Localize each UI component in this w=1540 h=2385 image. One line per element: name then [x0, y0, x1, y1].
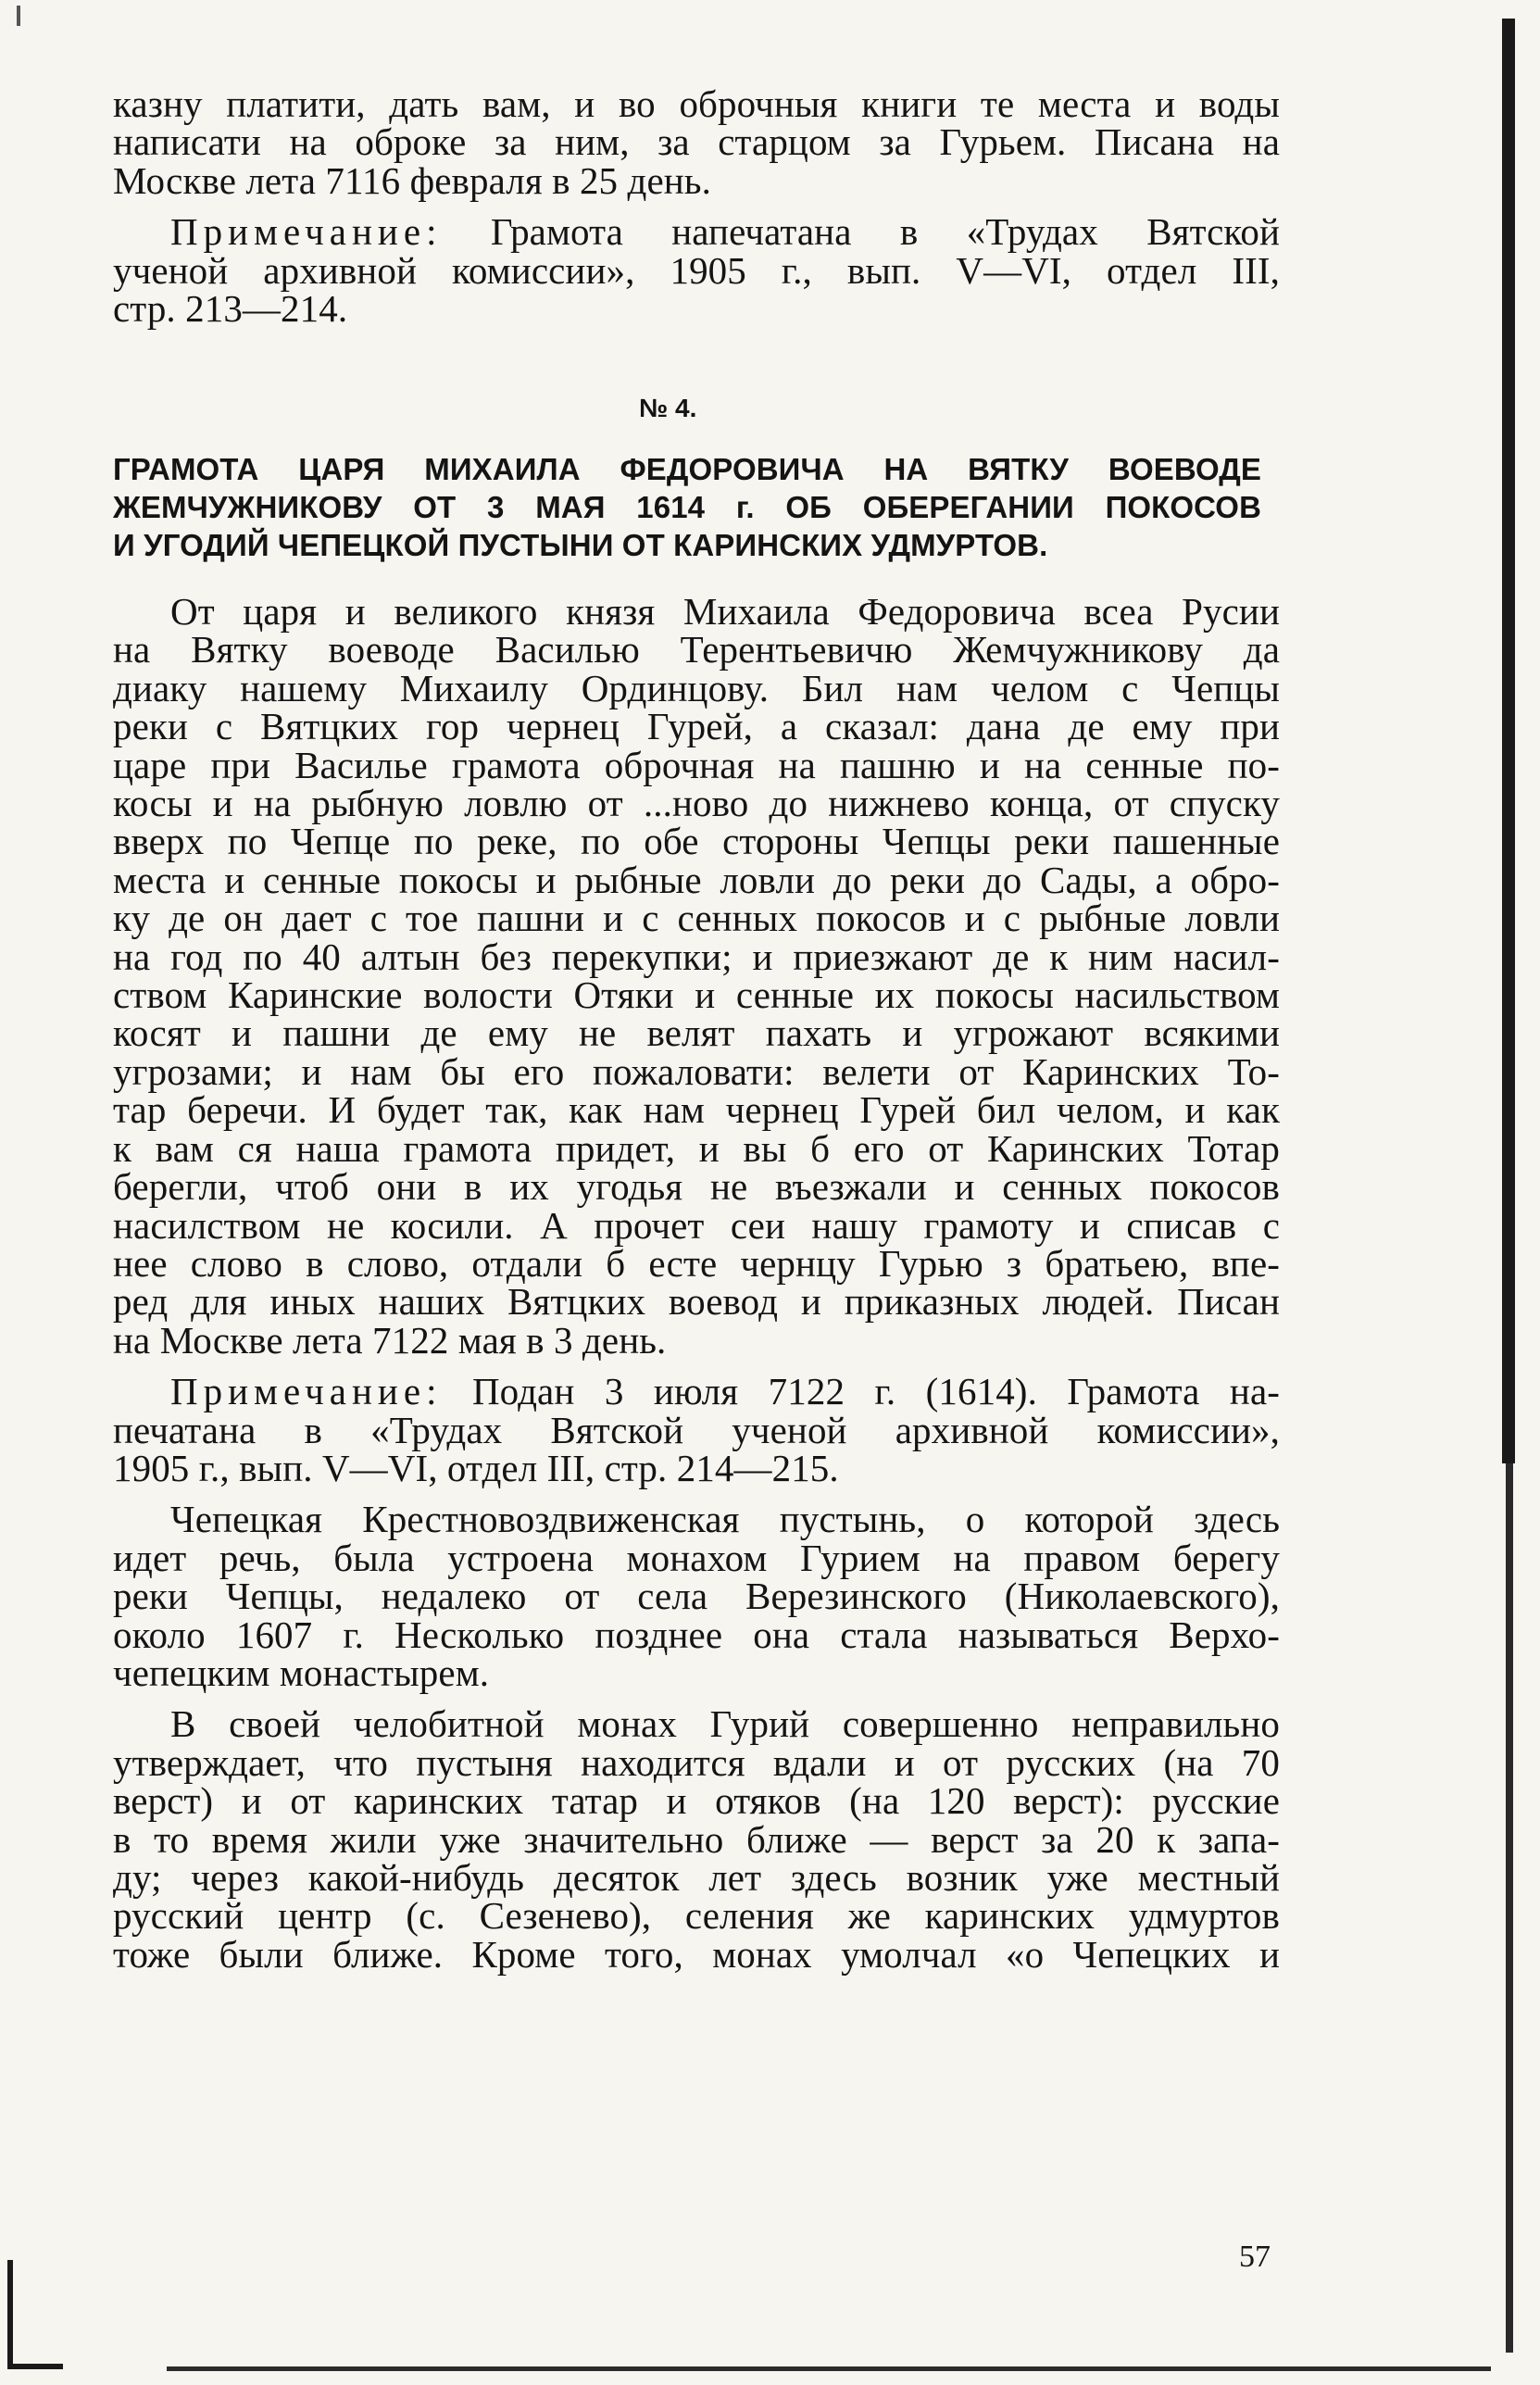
text-line: к вам ся наша грамота придет, и вы б его от Каринских Тотар — [113, 1126, 1280, 1170]
text-line: В своей челобитной монах Гурий совершенно неправильно — [170, 1702, 1280, 1746]
text-line: царе при Василье грамота оброчная на пашню и на сенные по- — [113, 743, 1280, 786]
title-line: И УГОДИЙ ЧЕПЕЦКОЙ ПУСТЫНИ ОТ КАРИНСКИХ УДМУРТОВ. — [113, 528, 1048, 562]
text-line: стр. 213—214. — [113, 287, 348, 331]
text-line: реки с Вятцких гор чернец Гурей, а сказал: дана де ему при — [113, 705, 1280, 748]
scan-edge-right-lower — [1506, 1463, 1513, 2353]
scan-speck — [17, 6, 20, 26]
text-line: около 1607 г. Несколько позднее она стала называться Верхо- — [113, 1613, 1280, 1656]
text-line: косы и на рыбную ловлю от ...ново до нижнево конца, от спуску — [113, 782, 1280, 825]
closing-paragraph — [113, 82, 1280, 202]
note-text: Грамота напечатана в «Трудах Вятской — [442, 210, 1280, 254]
document-title — [113, 450, 1261, 564]
scan-corner-left-foot — [7, 2364, 63, 2369]
text-line: Москве лета 7116 февраля в 25 день. — [113, 158, 711, 202]
text-line: нее слово в слово, отдали б есте чернцу Гурью з братьею, впе- — [113, 1241, 1280, 1285]
text-line: места и сенные покосы и рыбные ловли до реки до Сады, а обро- — [113, 858, 1280, 901]
text-line: ученой архивной комиссии», 1905 г., вып. V—VI, отдел III, — [113, 248, 1280, 292]
text-line: 1905 г., вып. V—VI, отдел III, стр. 214—215. — [113, 1446, 839, 1489]
text-line: идет речь, была устроена монахом Гурием на правом берегу — [113, 1536, 1280, 1579]
text-line: чепецким монастырем. — [113, 1651, 490, 1694]
note-label: Примечание: — [170, 1370, 443, 1413]
text-line: ред для иных наших Вятцких воевод и приказных людей. Писан — [113, 1280, 1280, 1324]
text-line: ку де он дает с тое пашни и с сенных покосов и с рыбные ловли — [113, 897, 1280, 940]
commentary-paragraph-1 — [113, 1500, 1280, 1692]
page-number: 57 — [1239, 2240, 1271, 2274]
text-line: печатана в «Трудах Вятской ученой архивной комиссии», — [113, 1408, 1280, 1451]
text-line: вверх по Чепце по реке, по обе стороны Чепцы реки пашенные — [113, 820, 1280, 863]
scan-edge-bottom — [167, 2366, 1491, 2371]
text-line: написати на оброке за ним, за старцом за Гурьем. Писана на — [113, 120, 1280, 164]
title-line: ГРАМОТА ЦАРЯ МИХАИЛА ФЕДОРОВИЧА НА ВЯТКУ ВОЕВОДЕ — [113, 452, 1261, 486]
text-line: верст) и от каринских татар и отяков (на 120 верст): русские — [113, 1779, 1280, 1823]
text-line: берегли, чтоб они в их угодья не въезжали и сенных покосов — [113, 1165, 1280, 1209]
text-line: ду; через какой-нибудь десяток лет здесь возник уже местный — [113, 1856, 1280, 1899]
text-line: Чепецкая Крестновоздвиженская пустынь, о которой здесь — [170, 1498, 1280, 1541]
note-text: Подан 3 июля 7122 г. (1614). Грамота на- — [442, 1370, 1280, 1413]
text-line: угрозами; и нам бы его пожаловати: велети от Каринских То- — [113, 1049, 1280, 1093]
note-label: Примечание: — [170, 210, 443, 254]
text-line: насилством не косили. А прочет сеи нашу грамоту и списав с — [113, 1203, 1280, 1247]
text-line: диаку нашему Михаилу Ординцову. Бил нам челом с Чепцы — [113, 666, 1280, 709]
text-line: русский центр (с. Сезенево), селения же каринских удмуртов — [113, 1894, 1280, 1938]
text-line — [113, 1370, 1280, 1413]
title-line: ЖЕМЧУЖНИКОВУ ОТ 3 МАЯ 1614 г. ОБ ОБЕРЕГАНИИ ПОКОСОВ — [113, 490, 1261, 524]
commentary-paragraph-2 — [113, 1702, 1280, 1976]
body-text-block — [113, 590, 1280, 1987]
charter-text — [113, 590, 1280, 1362]
text-line: ством Каринские волости Отяки и сенные их покосы насильством — [113, 973, 1280, 1017]
text-line — [113, 210, 1280, 254]
text-line: казну платити, дать вам, и во оброчныя книги те места и воды — [113, 82, 1280, 125]
text-line: косят и пашни де ему не велят пахать и угрожают всякими — [113, 1011, 1280, 1055]
top-text-block — [113, 82, 1280, 341]
document-number: № 4. — [639, 394, 697, 422]
note-paragraph-2 — [113, 1370, 1280, 1489]
text-line: на Москве лета 7122 мая в 3 день. — [113, 1318, 667, 1362]
text-line: на год по 40 алтын без перекупки; и приезжают де к ним насил- — [113, 935, 1280, 978]
scan-corner-left — [7, 2260, 13, 2366]
text-line: реки Чепцы, недалеко от села Верезинского (Николаевского), — [113, 1575, 1280, 1618]
scan-edge-right — [1502, 19, 1515, 1463]
note-paragraph-1 — [113, 210, 1280, 331]
text-line: тоже были ближе. Кроме того, монах умолчал «о Чепецких и — [113, 1932, 1280, 1976]
text-line: От царя и великого князя Михаила Федоровича всеа Русии — [170, 590, 1280, 633]
text-line: утверждает, что пустыня находится вдали и от русских (на 70 — [113, 1740, 1280, 1784]
text-line: в то время жили уже значительно ближе — верст за 20 к запа- — [113, 1817, 1280, 1861]
text-line: на Вятку воеводе Василью Терентьевичю Жемчужникову да — [113, 628, 1280, 672]
text-line: тар беречи. И будет так, как нам чернец Гурей бил челом, и как — [113, 1088, 1280, 1132]
